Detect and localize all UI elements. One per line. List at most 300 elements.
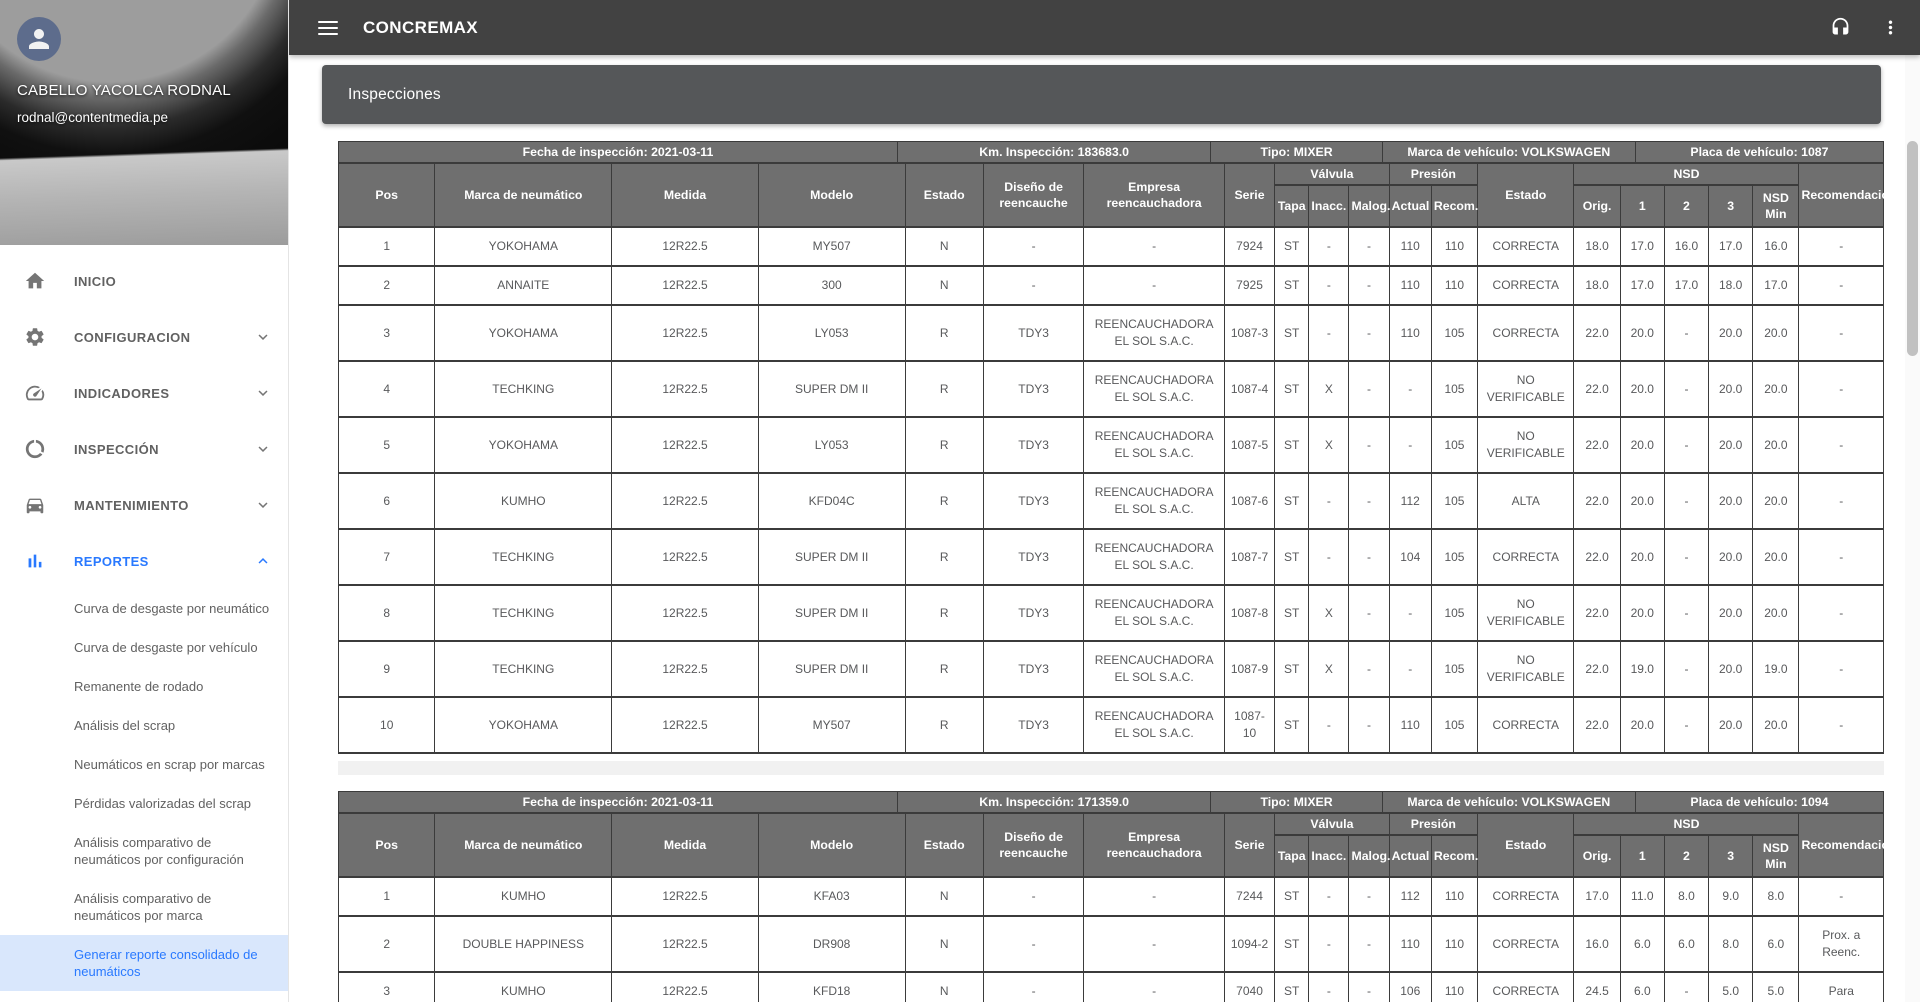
- table-cell: 12R22.5: [612, 585, 759, 641]
- main-area: [289, 0, 1920, 1002]
- table-cell: 9: [339, 641, 435, 697]
- table-cell: -: [1664, 529, 1708, 585]
- table-cell: 18.0: [1574, 227, 1620, 266]
- table-row: [339, 227, 1884, 266]
- table-cell: TECHKING: [435, 529, 612, 585]
- sidebar: [0, 0, 289, 1002]
- table-cell: 12R22.5: [612, 641, 759, 697]
- table-cell: ST: [1275, 361, 1309, 417]
- table-cell: -: [1309, 227, 1349, 266]
- table-cell: 7040: [1224, 972, 1274, 1002]
- table-cell: -: [1389, 361, 1431, 417]
- table-cell: 2: [339, 266, 435, 305]
- table-cell: -: [983, 227, 1083, 266]
- table-cell: 19.0: [1620, 641, 1664, 697]
- table-cell: -: [1799, 227, 1884, 266]
- table-cell: 20.0: [1753, 473, 1799, 529]
- sidebar-item-indicadores[interactable]: [0, 365, 288, 421]
- table-cell: -: [1349, 305, 1389, 361]
- sidebar-item-mantenimiento[interactable]: [0, 477, 288, 533]
- table-cell: 22.0: [1574, 529, 1620, 585]
- table-cell: 20.0: [1709, 417, 1753, 473]
- table-cell: -: [1799, 417, 1884, 473]
- table-cell: 6.0: [1753, 916, 1799, 972]
- scrollbar-thumb[interactable]: [1907, 141, 1918, 356]
- table-cell: 1087-6: [1224, 473, 1274, 529]
- table-row: [339, 361, 1884, 417]
- table-cell: YOKOHAMA: [435, 227, 612, 266]
- page-title: Inspecciones: [322, 65, 1881, 124]
- col-group-presion: Presión: [1389, 163, 1477, 185]
- table-title-row: [338, 141, 1884, 162]
- table-cell: 110: [1389, 305, 1431, 361]
- inspection-tables: [338, 141, 1897, 1002]
- col-header: Estado: [1478, 813, 1574, 877]
- table-cell: LY053: [758, 305, 905, 361]
- sidebar-item-configuracion[interactable]: [0, 309, 288, 365]
- table-cell: 17.0: [1664, 266, 1708, 305]
- table-cell: NO VERIFICABLE: [1478, 361, 1574, 417]
- table-row: [339, 266, 1884, 305]
- table-cell: -: [1349, 697, 1389, 753]
- table-cell: 17.0: [1620, 227, 1664, 266]
- menu-icon[interactable]: [318, 21, 338, 35]
- sidebar-subitem[interactable]: Análisis del scrap: [74, 718, 176, 733]
- table-cell: 10: [339, 697, 435, 753]
- col-header: Malog.: [1349, 835, 1389, 877]
- table-cell: 12R22.5: [612, 305, 759, 361]
- table-cell: -: [1349, 972, 1389, 1002]
- table-cell: -: [1309, 916, 1349, 972]
- table-cell: 22.0: [1574, 305, 1620, 361]
- table-row: [339, 972, 1884, 1002]
- table-row: [339, 473, 1884, 529]
- table-cell: X: [1309, 361, 1349, 417]
- col-header: Inacc.: [1309, 185, 1349, 227]
- table-row: [339, 529, 1884, 585]
- table-cell: 16.0: [1753, 227, 1799, 266]
- table-cell: ST: [1275, 417, 1309, 473]
- table-cell: 112: [1389, 877, 1431, 916]
- sidebar-subitem[interactable]: Neumáticos en scrap por marcas: [74, 757, 265, 772]
- col-header: Empresa reencauchadora: [1084, 813, 1225, 877]
- table-cell: R: [905, 529, 983, 585]
- table-cell: 1087-10: [1224, 697, 1274, 753]
- table-cell: 22.0: [1574, 361, 1620, 417]
- table-cell: -: [1349, 227, 1389, 266]
- table-cell: ST: [1275, 266, 1309, 305]
- table-cell: 20.0: [1709, 305, 1753, 361]
- table-cell: 1087-7: [1224, 529, 1274, 585]
- table-cell: 12R22.5: [612, 697, 759, 753]
- col-header: Serie: [1224, 163, 1274, 227]
- kebab-menu-icon[interactable]: [1878, 16, 1902, 40]
- col-header: 1: [1620, 835, 1664, 877]
- data-usage-icon: [24, 438, 46, 460]
- vehicle-plate: Placa de vehículo: 1087: [1690, 145, 1829, 159]
- table-cell: -: [1389, 417, 1431, 473]
- table-cell: NO VERIFICABLE: [1478, 641, 1574, 697]
- table-cell: -: [1309, 305, 1349, 361]
- table-cell: REENCAUCHADORA EL SOL S.A.C.: [1084, 585, 1225, 641]
- col-header: Tapa: [1275, 835, 1309, 877]
- sidebar-subitem[interactable]: Análisis comparativo de neumáticos por configuración: [74, 835, 244, 867]
- table-cell: 20.0: [1620, 529, 1664, 585]
- table-cell: R: [905, 697, 983, 753]
- sidebar-subitem[interactable]: Análisis comparativo de neumáticos por marca: [74, 891, 212, 923]
- table-cell: YOKOHAMA: [435, 697, 612, 753]
- table-cell: SUPER DM II: [758, 641, 905, 697]
- table-cell: 6.0: [1620, 916, 1664, 972]
- table-cell: -: [1799, 529, 1884, 585]
- table-cell: 105: [1431, 473, 1477, 529]
- table-cell: -: [1664, 972, 1708, 1002]
- sidebar-item-reportes[interactable]: [0, 533, 288, 589]
- table-cell: -: [1799, 305, 1884, 361]
- reports-submenu: [0, 589, 288, 991]
- table-cell: 20.0: [1620, 697, 1664, 753]
- table-cell: -: [1664, 361, 1708, 417]
- table-horizontal-scrollbar[interactable]: [338, 761, 1884, 775]
- table-cell: CORRECTA: [1478, 227, 1574, 266]
- table-cell: 12R22.5: [612, 972, 759, 1002]
- table-cell: 110: [1431, 972, 1477, 1002]
- headset-icon[interactable]: [1828, 16, 1852, 40]
- table-cell: 17.0: [1620, 266, 1664, 305]
- table-cell: 106: [1389, 972, 1431, 1002]
- table-cell: 105: [1431, 417, 1477, 473]
- table-cell: -: [1664, 473, 1708, 529]
- table-cell: 110: [1431, 266, 1477, 305]
- table-cell: -: [1349, 877, 1389, 916]
- table-cell: 110: [1389, 916, 1431, 972]
- user-profile-header: [0, 0, 288, 245]
- table-cell: 300: [758, 266, 905, 305]
- inspection-date: Fecha de inspección: 2021-03-11: [339, 792, 898, 812]
- table-cell: -: [1084, 972, 1225, 1002]
- table-cell: -: [1349, 641, 1389, 697]
- table-cell: 20.0: [1709, 697, 1753, 753]
- table-row: [339, 697, 1884, 753]
- col-header: Orig.: [1574, 835, 1620, 877]
- table-cell: 1087-8: [1224, 585, 1274, 641]
- vehicle-plate: Placa de vehículo: 1094: [1690, 795, 1829, 809]
- table-cell: 1: [339, 877, 435, 916]
- table-cell: 5: [339, 417, 435, 473]
- col-header: 1: [1620, 185, 1664, 227]
- table-cell: 8.0: [1664, 877, 1708, 916]
- table-cell: ST: [1275, 585, 1309, 641]
- table-cell: Para: [1799, 972, 1884, 1002]
- table-cell: 12R22.5: [612, 473, 759, 529]
- table-cell: 20.0: [1620, 473, 1664, 529]
- chevron-up-icon: [254, 552, 272, 570]
- table-cell: 6.0: [1620, 972, 1664, 1002]
- table-cell: -: [1349, 266, 1389, 305]
- table-cell: -: [1084, 877, 1225, 916]
- table-cell: ANNAITE: [435, 266, 612, 305]
- speedometer-icon: [24, 382, 46, 404]
- table-row: [339, 877, 1884, 916]
- col-header: Empresa reencauchadora: [1084, 163, 1225, 227]
- table-cell: ST: [1275, 305, 1309, 361]
- table-cell: -: [983, 972, 1083, 1002]
- table-cell: -: [1084, 266, 1225, 305]
- table-cell: -: [1799, 473, 1884, 529]
- table-cell: TDY3: [983, 641, 1083, 697]
- table-cell: TECHKING: [435, 641, 612, 697]
- table-cell: 3: [339, 305, 435, 361]
- table-cell: ST: [1275, 641, 1309, 697]
- table-cell: ST: [1275, 529, 1309, 585]
- table-cell: 1087-9: [1224, 641, 1274, 697]
- sidebar-item-inicio[interactable]: [0, 253, 288, 309]
- table-cell: -: [1084, 916, 1225, 972]
- table-cell: -: [1799, 585, 1884, 641]
- sidebar-item-label: INICIO: [74, 273, 117, 289]
- table-cell: 20.0: [1709, 473, 1753, 529]
- table-cell: SUPER DM II: [758, 585, 905, 641]
- col-header: Malog.: [1349, 185, 1389, 227]
- table-cell: 5.0: [1709, 972, 1753, 1002]
- table-cell: KFD04C: [758, 473, 905, 529]
- chevron-down-icon: [254, 440, 272, 458]
- sidebar-item-label: INSPECCIÓN: [74, 441, 159, 457]
- table-cell: REENCAUCHADORA EL SOL S.A.C.: [1084, 641, 1225, 697]
- col-group-valvula: Válvula: [1275, 163, 1390, 185]
- table-cell: 22.0: [1574, 585, 1620, 641]
- table-cell: -: [1664, 305, 1708, 361]
- table-cell: CORRECTA: [1478, 305, 1574, 361]
- col-header: Marca de neumático: [435, 813, 612, 877]
- table-cell: -: [1389, 585, 1431, 641]
- table-cell: -: [1349, 529, 1389, 585]
- table-cell: KUMHO: [435, 877, 612, 916]
- table-cell: N: [905, 266, 983, 305]
- col-group-nsd: NSD: [1574, 163, 1799, 185]
- table-cell: 1087-3: [1224, 305, 1274, 361]
- table-cell: R: [905, 417, 983, 473]
- user-email: rodnal@contentmedia.pe: [17, 110, 169, 125]
- table-cell: 8.0: [1753, 877, 1799, 916]
- table-cell: X: [1309, 585, 1349, 641]
- table-cell: DOUBLE HAPPINESS: [435, 916, 612, 972]
- table-cell: CORRECTA: [1478, 972, 1574, 1002]
- chevron-down-icon: [254, 384, 272, 402]
- table-cell: 20.0: [1709, 585, 1753, 641]
- col-header: 3: [1709, 185, 1753, 227]
- col-header: Inacc.: [1309, 835, 1349, 877]
- table-row: [339, 417, 1884, 473]
- inspection-date: Fecha de inspección: 2021-03-11: [339, 142, 898, 162]
- table-cell: CORRECTA: [1478, 697, 1574, 753]
- table-cell: 1094-2: [1224, 916, 1274, 972]
- table-cell: 2: [339, 916, 435, 972]
- topbar: [289, 0, 1920, 55]
- table-cell: -: [1664, 697, 1708, 753]
- table-cell: 110: [1431, 877, 1477, 916]
- col-header: NSD Min: [1753, 835, 1799, 877]
- col-header: Actual: [1389, 185, 1431, 227]
- table-cell: -: [1309, 972, 1349, 1002]
- sidebar-subitem[interactable]: Curva de desgaste por vehículo: [74, 640, 258, 655]
- table-cell: SUPER DM II: [758, 529, 905, 585]
- table-cell: ALTA: [1478, 473, 1574, 529]
- col-header: Orig.: [1574, 185, 1620, 227]
- col-header: Recom.: [1431, 185, 1477, 227]
- table-cell: 7924: [1224, 227, 1274, 266]
- table-cell: 12R22.5: [612, 916, 759, 972]
- table-cell: 12R22.5: [612, 227, 759, 266]
- col-header: Recom.: [1431, 835, 1477, 877]
- table-cell: R: [905, 305, 983, 361]
- vehicle-brand: Marca de vehículo: VOLKSWAGEN: [1383, 792, 1636, 812]
- table-cell: 6: [339, 473, 435, 529]
- table-cell: 22.0: [1574, 473, 1620, 529]
- table-cell: KFD18: [758, 972, 905, 1002]
- table-cell: -: [983, 916, 1083, 972]
- table-cell: 24.5: [1574, 972, 1620, 1002]
- table-cell: ST: [1275, 916, 1309, 972]
- table-cell: R: [905, 641, 983, 697]
- table-cell: -: [1309, 529, 1349, 585]
- col-header: Estado: [905, 813, 983, 877]
- table-cell: 20.0: [1620, 305, 1664, 361]
- table-cell: ST: [1275, 473, 1309, 529]
- table-cell: 22.0: [1574, 641, 1620, 697]
- sidebar-subitem[interactable]: Curva de desgaste por neumático: [74, 601, 270, 616]
- table-cell: CORRECTA: [1478, 529, 1574, 585]
- topbar-actions: [1828, 16, 1902, 40]
- table-cell: 16.0: [1574, 916, 1620, 972]
- table-cell: 9.0: [1709, 877, 1753, 916]
- gear-icon: [24, 326, 46, 348]
- table-cell: 105: [1431, 697, 1477, 753]
- col-header: Recomendación: [1799, 813, 1884, 877]
- inspection-km: Km. Inspección: 183683.0: [898, 142, 1211, 162]
- table-cell: 20.0: [1709, 641, 1753, 697]
- col-header: Medida: [612, 163, 759, 227]
- col-header: Estado: [905, 163, 983, 227]
- sidebar-subitem[interactable]: Generar reporte consolidado de neumáticos: [0, 935, 288, 991]
- table-cell: MY507: [758, 227, 905, 266]
- sidebar-item-inspeccion[interactable]: [0, 421, 288, 477]
- table-cell: TDY3: [983, 305, 1083, 361]
- sidebar-subitem[interactable]: Pérdidas valorizadas del scrap: [74, 796, 252, 811]
- table-cell: TDY3: [983, 473, 1083, 529]
- table-title-row: [338, 791, 1884, 812]
- table-cell: 105: [1431, 361, 1477, 417]
- table-cell: REENCAUCHADORA EL SOL S.A.C.: [1084, 361, 1225, 417]
- table-cell: TDY3: [983, 697, 1083, 753]
- table-cell: 20.0: [1709, 361, 1753, 417]
- table-cell: N: [905, 877, 983, 916]
- table-cell: -: [1799, 266, 1884, 305]
- table-cell: LY053: [758, 417, 905, 473]
- home-icon: [24, 270, 46, 292]
- table-cell: -: [983, 266, 1083, 305]
- avatar[interactable]: [17, 17, 61, 61]
- table-cell: 105: [1431, 529, 1477, 585]
- table-cell: 12R22.5: [612, 266, 759, 305]
- inspection-km: Km. Inspección: 171359.0: [898, 792, 1211, 812]
- table-cell: -: [1389, 641, 1431, 697]
- table-cell: -: [1664, 585, 1708, 641]
- chevron-down-icon: [254, 496, 272, 514]
- col-header: Diseño de reencauche: [983, 163, 1083, 227]
- col-header: Medida: [612, 813, 759, 877]
- table-cell: REENCAUCHADORA EL SOL S.A.C.: [1084, 305, 1225, 361]
- col-header: Pos: [339, 813, 435, 877]
- sidebar-nav: [0, 245, 288, 991]
- content-area: [289, 55, 1920, 1002]
- table-cell: NO VERIFICABLE: [1478, 417, 1574, 473]
- col-header: Tapa: [1275, 185, 1309, 227]
- table-cell: 22.0: [1574, 697, 1620, 753]
- table-cell: -: [1664, 417, 1708, 473]
- table-cell: KFA03: [758, 877, 905, 916]
- table-cell: 105: [1431, 641, 1477, 697]
- table-cell: 110: [1431, 916, 1477, 972]
- table-cell: -: [1349, 473, 1389, 529]
- table-cell: KUMHO: [435, 473, 612, 529]
- sidebar-subitem[interactable]: Remanente de rodado: [74, 679, 204, 694]
- table-cell: 110: [1389, 266, 1431, 305]
- col-header: Modelo: [758, 163, 905, 227]
- table-cell: REENCAUCHADORA EL SOL S.A.C.: [1084, 697, 1225, 753]
- col-group-presion: Presión: [1389, 813, 1477, 835]
- table-cell: 20.0: [1753, 585, 1799, 641]
- table-cell: ST: [1275, 877, 1309, 916]
- table-cell: 20.0: [1620, 417, 1664, 473]
- table-cell: 20.0: [1753, 417, 1799, 473]
- table-cell: 20.0: [1753, 305, 1799, 361]
- table-cell: CORRECTA: [1478, 916, 1574, 972]
- table-cell: CORRECTA: [1478, 266, 1574, 305]
- table-cell: X: [1309, 641, 1349, 697]
- table-cell: R: [905, 585, 983, 641]
- vertical-scrollbar[interactable]: [1905, 55, 1920, 1002]
- table-cell: NO VERIFICABLE: [1478, 585, 1574, 641]
- table-cell: REENCAUCHADORA EL SOL S.A.C.: [1084, 473, 1225, 529]
- table-cell: X: [1309, 417, 1349, 473]
- col-header: 2: [1664, 185, 1708, 227]
- table-cell: 18.0: [1709, 266, 1753, 305]
- table-cell: 19.0: [1753, 641, 1799, 697]
- col-header: Pos: [339, 163, 435, 227]
- table-cell: 7244: [1224, 877, 1274, 916]
- table-cell: 104: [1389, 529, 1431, 585]
- table-cell: TDY3: [983, 585, 1083, 641]
- table-cell: -: [1799, 641, 1884, 697]
- table-cell: 17.0: [1574, 877, 1620, 916]
- col-header: 2: [1664, 835, 1708, 877]
- vehicle-type: Tipo: MIXER: [1211, 792, 1382, 812]
- table-cell: ST: [1275, 972, 1309, 1002]
- col-header: Estado: [1478, 163, 1574, 227]
- col-group-valvula: Válvula: [1275, 813, 1390, 835]
- table-cell: Prox. a Reenc.: [1799, 916, 1884, 972]
- table-cell: N: [905, 227, 983, 266]
- bar-chart-icon: [24, 550, 46, 572]
- table-cell: -: [1309, 877, 1349, 916]
- table-cell: -: [1349, 585, 1389, 641]
- sidebar-item-label: CONFIGURACION: [74, 329, 191, 345]
- table-cell: 7925: [1224, 266, 1274, 305]
- table-cell: 12R22.5: [612, 361, 759, 417]
- table-cell: 110: [1431, 227, 1477, 266]
- table-cell: 16.0: [1664, 227, 1708, 266]
